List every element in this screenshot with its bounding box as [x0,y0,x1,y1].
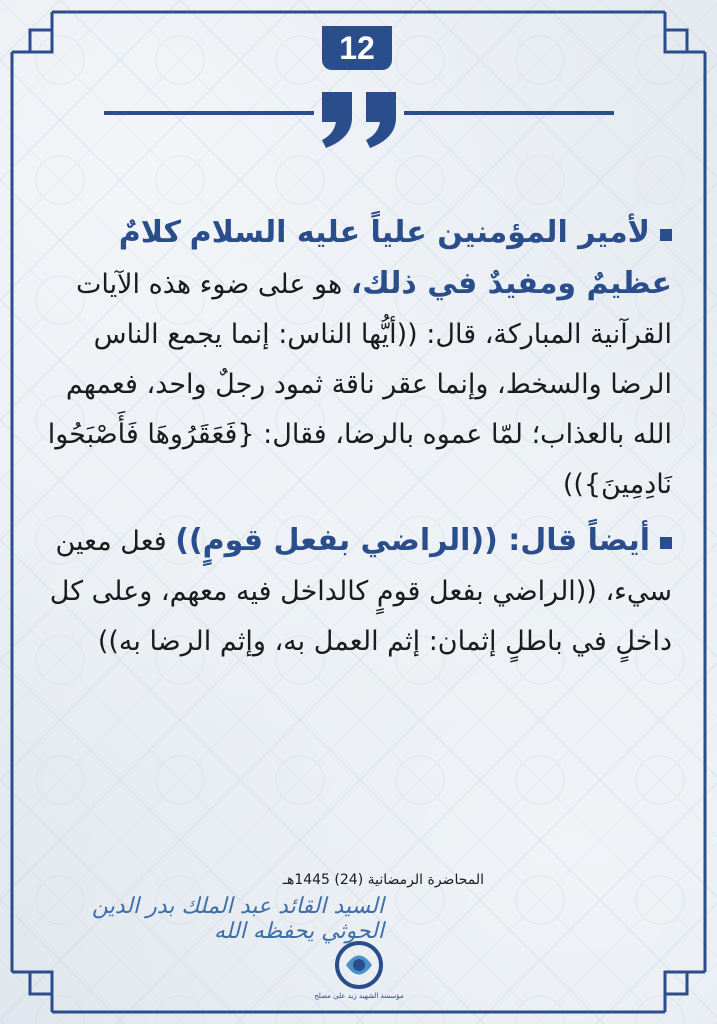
source-citation: المحاضرة الرمضانية (24) 1445هـ [282,872,484,888]
card-number-badge: 12 [322,26,392,70]
header-divider-right [404,111,614,115]
bullet-square-icon [660,229,672,241]
author-signature: السيد القائد عبد الملك بدر الدين الحوثي يحفظه الله [91,894,384,944]
foundation-logo-icon [326,938,392,996]
bullet-square-icon [660,537,672,549]
paragraph-2-body: فعل معين سيء، ((الراضي بفعل قومٍ كالداخل فيه معهم، وعلى كل داخلٍ في باطلٍ إثمان: إثم العمل به، وإثم الرضا به)) [49,526,672,657]
paragraph-1-body: هو على ضوء هذه الآيات القرآنية المباركة، قال: ((أيُّها الناس: إنما يجمع الناس الرضا والسخط، وإنما عقر ناقة ثمود رجلٌ واحد، فعمهم الله بالعذاب؛ لمّا عموه بالرضا، فقال: {فَعَقَرُوهَا فَأَصْبَحُوا نَادِمِينَ})) [47,269,672,500]
quotation-mark-icon [312,92,406,148]
paragraph-1 [44,208,672,510]
paragraph-1-accent: كلامٌ عظيمٌ ومفيدٌ في ذلك، [118,215,672,301]
paragraph-2 [44,516,672,667]
paragraph-2-heading: أيضاً قال: ((الراضي بفعل قومٍ)) [175,523,650,558]
header-divider-left [104,111,314,115]
paragraph-1-heading: لأمير المؤمنين علياً عليه السلام [189,215,650,250]
logo-caption: مؤسسة الشهيد زيد علي مصلح [314,992,404,1000]
quote-content [44,208,672,673]
